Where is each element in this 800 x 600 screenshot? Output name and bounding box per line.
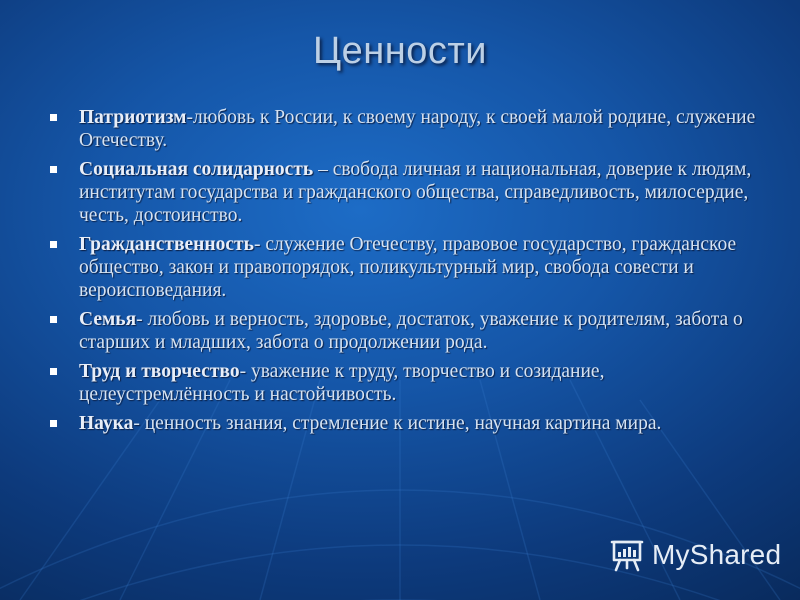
item-text: – свобода личная и национальная, доверие к людям, институтам государства и гражданского общества, справедливость, милосердие, честь, достоинство. — [79, 159, 752, 226]
list-item-citizenship — [48, 233, 760, 302]
square-bullet-icon — [50, 368, 57, 375]
presentation-board-icon — [608, 536, 646, 574]
watermark-text: MyShared — [652, 539, 782, 570]
myshared-watermark — [608, 535, 781, 575]
item-term: Семья — [79, 309, 137, 330]
item-text: - уважение к труду, творчество и созидание, целеустремлённость и настойчивость. — [79, 361, 605, 405]
item-term: Гражданственность — [79, 234, 254, 255]
square-bullet-icon — [50, 316, 57, 323]
list-item-labor — [48, 360, 760, 406]
slide-title: Ценности — [313, 30, 487, 72]
item-text: - ценность знания, стремление к истине, научная картина мира. — [133, 413, 662, 434]
square-bullet-icon — [50, 241, 57, 248]
item-term: Социальная солидарность — [79, 159, 314, 180]
list-item-science — [48, 412, 760, 435]
item-text: -любовь к России, к своему народу, к своей малой родине, служение Отечеству. — [79, 107, 756, 151]
item-text: - любовь и верность, здоровье, достаток, уважение к родителям, забота о старших и младших, забота о продолжении рода. — [79, 309, 743, 353]
values-list — [48, 106, 760, 441]
square-bullet-icon — [50, 420, 57, 427]
item-term: Труд и творчество — [79, 361, 240, 382]
list-item-family — [48, 308, 760, 354]
item-term: Наука — [79, 413, 134, 434]
item-term: Патриотизм — [79, 107, 187, 128]
list-item-patriotism — [48, 106, 760, 152]
square-bullet-icon — [50, 166, 57, 173]
item-text: - служение Отечеству, правовое государство, гражданское общество, закон и правопорядок, поликультурный мир, свобода совести и вероисповедания. — [79, 234, 737, 301]
list-item-solidarity — [48, 158, 760, 227]
square-bullet-icon — [50, 114, 57, 121]
